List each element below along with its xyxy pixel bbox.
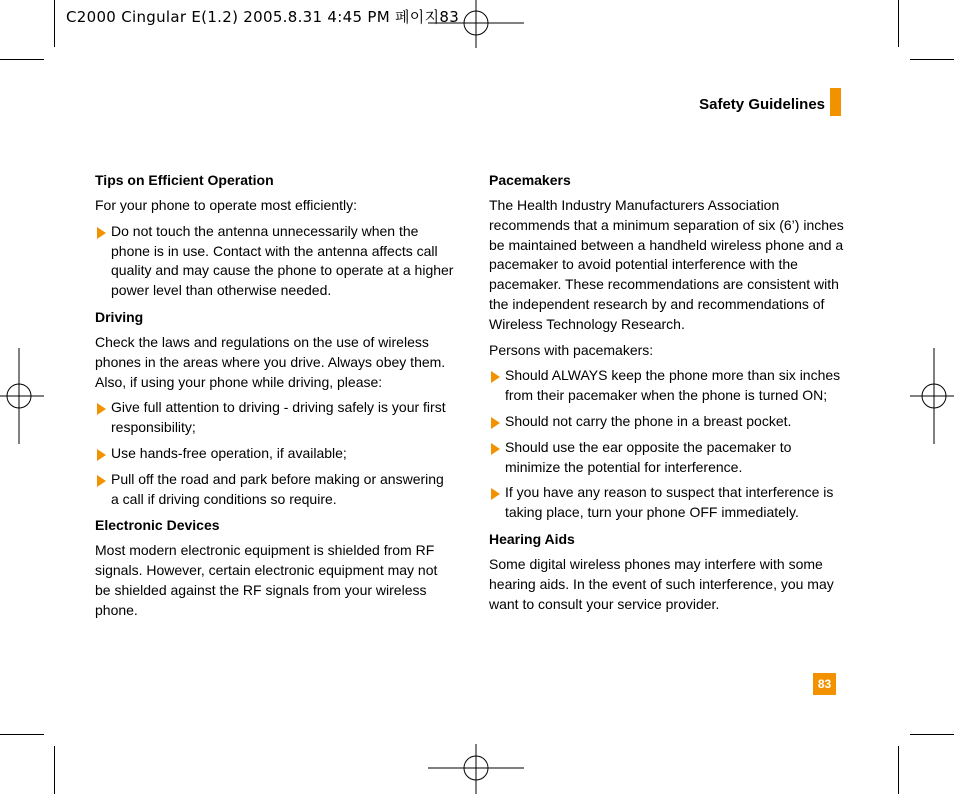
triangle-bullet-icon bbox=[97, 449, 106, 461]
crop-mark-top-right-h bbox=[910, 59, 954, 60]
print-slug: C2000 Cingular E(1.2) 2005.8.31 4:45 PM 페이지83 bbox=[66, 8, 460, 26]
triangle-bullet-icon bbox=[491, 371, 500, 383]
section-tab-marker bbox=[830, 88, 841, 116]
crop-mark-bottom-left-h bbox=[0, 734, 44, 735]
electronic-body: Most modern electronic equipment is shielded from RF signals. However, certain electronic equipment may not be shielded against the RF signals from your wireless phone. bbox=[95, 542, 438, 618]
section-title: Safety Guidelines bbox=[699, 96, 825, 113]
page-number: 83 bbox=[813, 673, 836, 695]
registration-mark-left bbox=[0, 348, 46, 444]
triangle-bullet-icon bbox=[491, 417, 500, 429]
list-item: Do not touch the antenna unnecessarily when the phone is in use. Contact with the antenna affects call quality and may cause the phone to operate at a higher power level than otherwise needed. bbox=[95, 222, 455, 301]
driving-heading: Driving bbox=[95, 308, 144, 325]
driving-list bbox=[95, 398, 455, 509]
triangle-bullet-icon bbox=[97, 403, 106, 415]
list-item: Give full attention to driving - driving safely is your first responsibility; bbox=[95, 398, 455, 438]
hearing-heading: Hearing Aids bbox=[489, 530, 575, 547]
list-item: Use hands-free operation, if available; bbox=[95, 444, 455, 464]
crop-mark-top-left-h bbox=[0, 59, 44, 60]
list-item: Should use the ear opposite the pacemaker to minimize the potential for interference. bbox=[489, 438, 849, 478]
pacemakers-list bbox=[489, 366, 849, 523]
tips-intro: For your phone to operate most efficiently: bbox=[95, 197, 357, 213]
triangle-bullet-icon bbox=[491, 443, 500, 455]
driving-intro: Check the laws and regulations on the use of wireless phones in the areas where you drive. Always obey them. Also, if using your phone while driving, please: bbox=[95, 333, 446, 390]
hearing-body: Some digital wireless phones may interfere with some hearing aids. In the event of such interference, you may want to consult your service provider. bbox=[489, 555, 834, 612]
pacemakers-heading: Pacemakers bbox=[489, 172, 571, 188]
crop-mark-bottom-right-v bbox=[898, 746, 899, 794]
pacemakers-body: The Health Industry Manufacturers Association recommends that a minimum separation of six (6’) inches be maintained between a handheld wireless phone and a pacemaker to avoid potential interference with the pacemaker. These recommendations are consistent with the independent research by and recommendations of Wireless Technology Research. bbox=[489, 197, 844, 332]
triangle-bullet-icon bbox=[491, 488, 500, 500]
left-column bbox=[95, 170, 455, 627]
triangle-bullet-icon bbox=[97, 227, 106, 239]
list-item: Should not carry the phone in a breast pocket. bbox=[489, 412, 849, 432]
crop-mark-bottom-right-h bbox=[910, 734, 954, 735]
registration-mark-right bbox=[908, 348, 954, 444]
tips-heading: Tips on Efficient Operation bbox=[95, 172, 274, 188]
pacemakers-intro: Persons with pacemakers: bbox=[489, 341, 654, 358]
crop-mark-bottom-left-v bbox=[54, 746, 55, 794]
list-item: If you have any reason to suspect that interference is taking place, turn your phone OFF immediately. bbox=[489, 483, 849, 523]
list-item: Should ALWAYS keep the phone more than six inches from their pacemaker when the phone is turned ON; bbox=[489, 366, 849, 406]
registration-mark-bottom bbox=[428, 744, 526, 794]
crop-mark-top-left-v bbox=[54, 0, 55, 47]
crop-mark-top-right-v bbox=[898, 0, 899, 47]
triangle-bullet-icon bbox=[97, 475, 106, 487]
list-item: Pull off the road and park before making or answering a call if driving conditions so require. bbox=[95, 470, 455, 510]
right-column bbox=[489, 170, 849, 620]
tips-list bbox=[95, 222, 455, 301]
electronic-heading: Electronic Devices bbox=[95, 517, 220, 534]
